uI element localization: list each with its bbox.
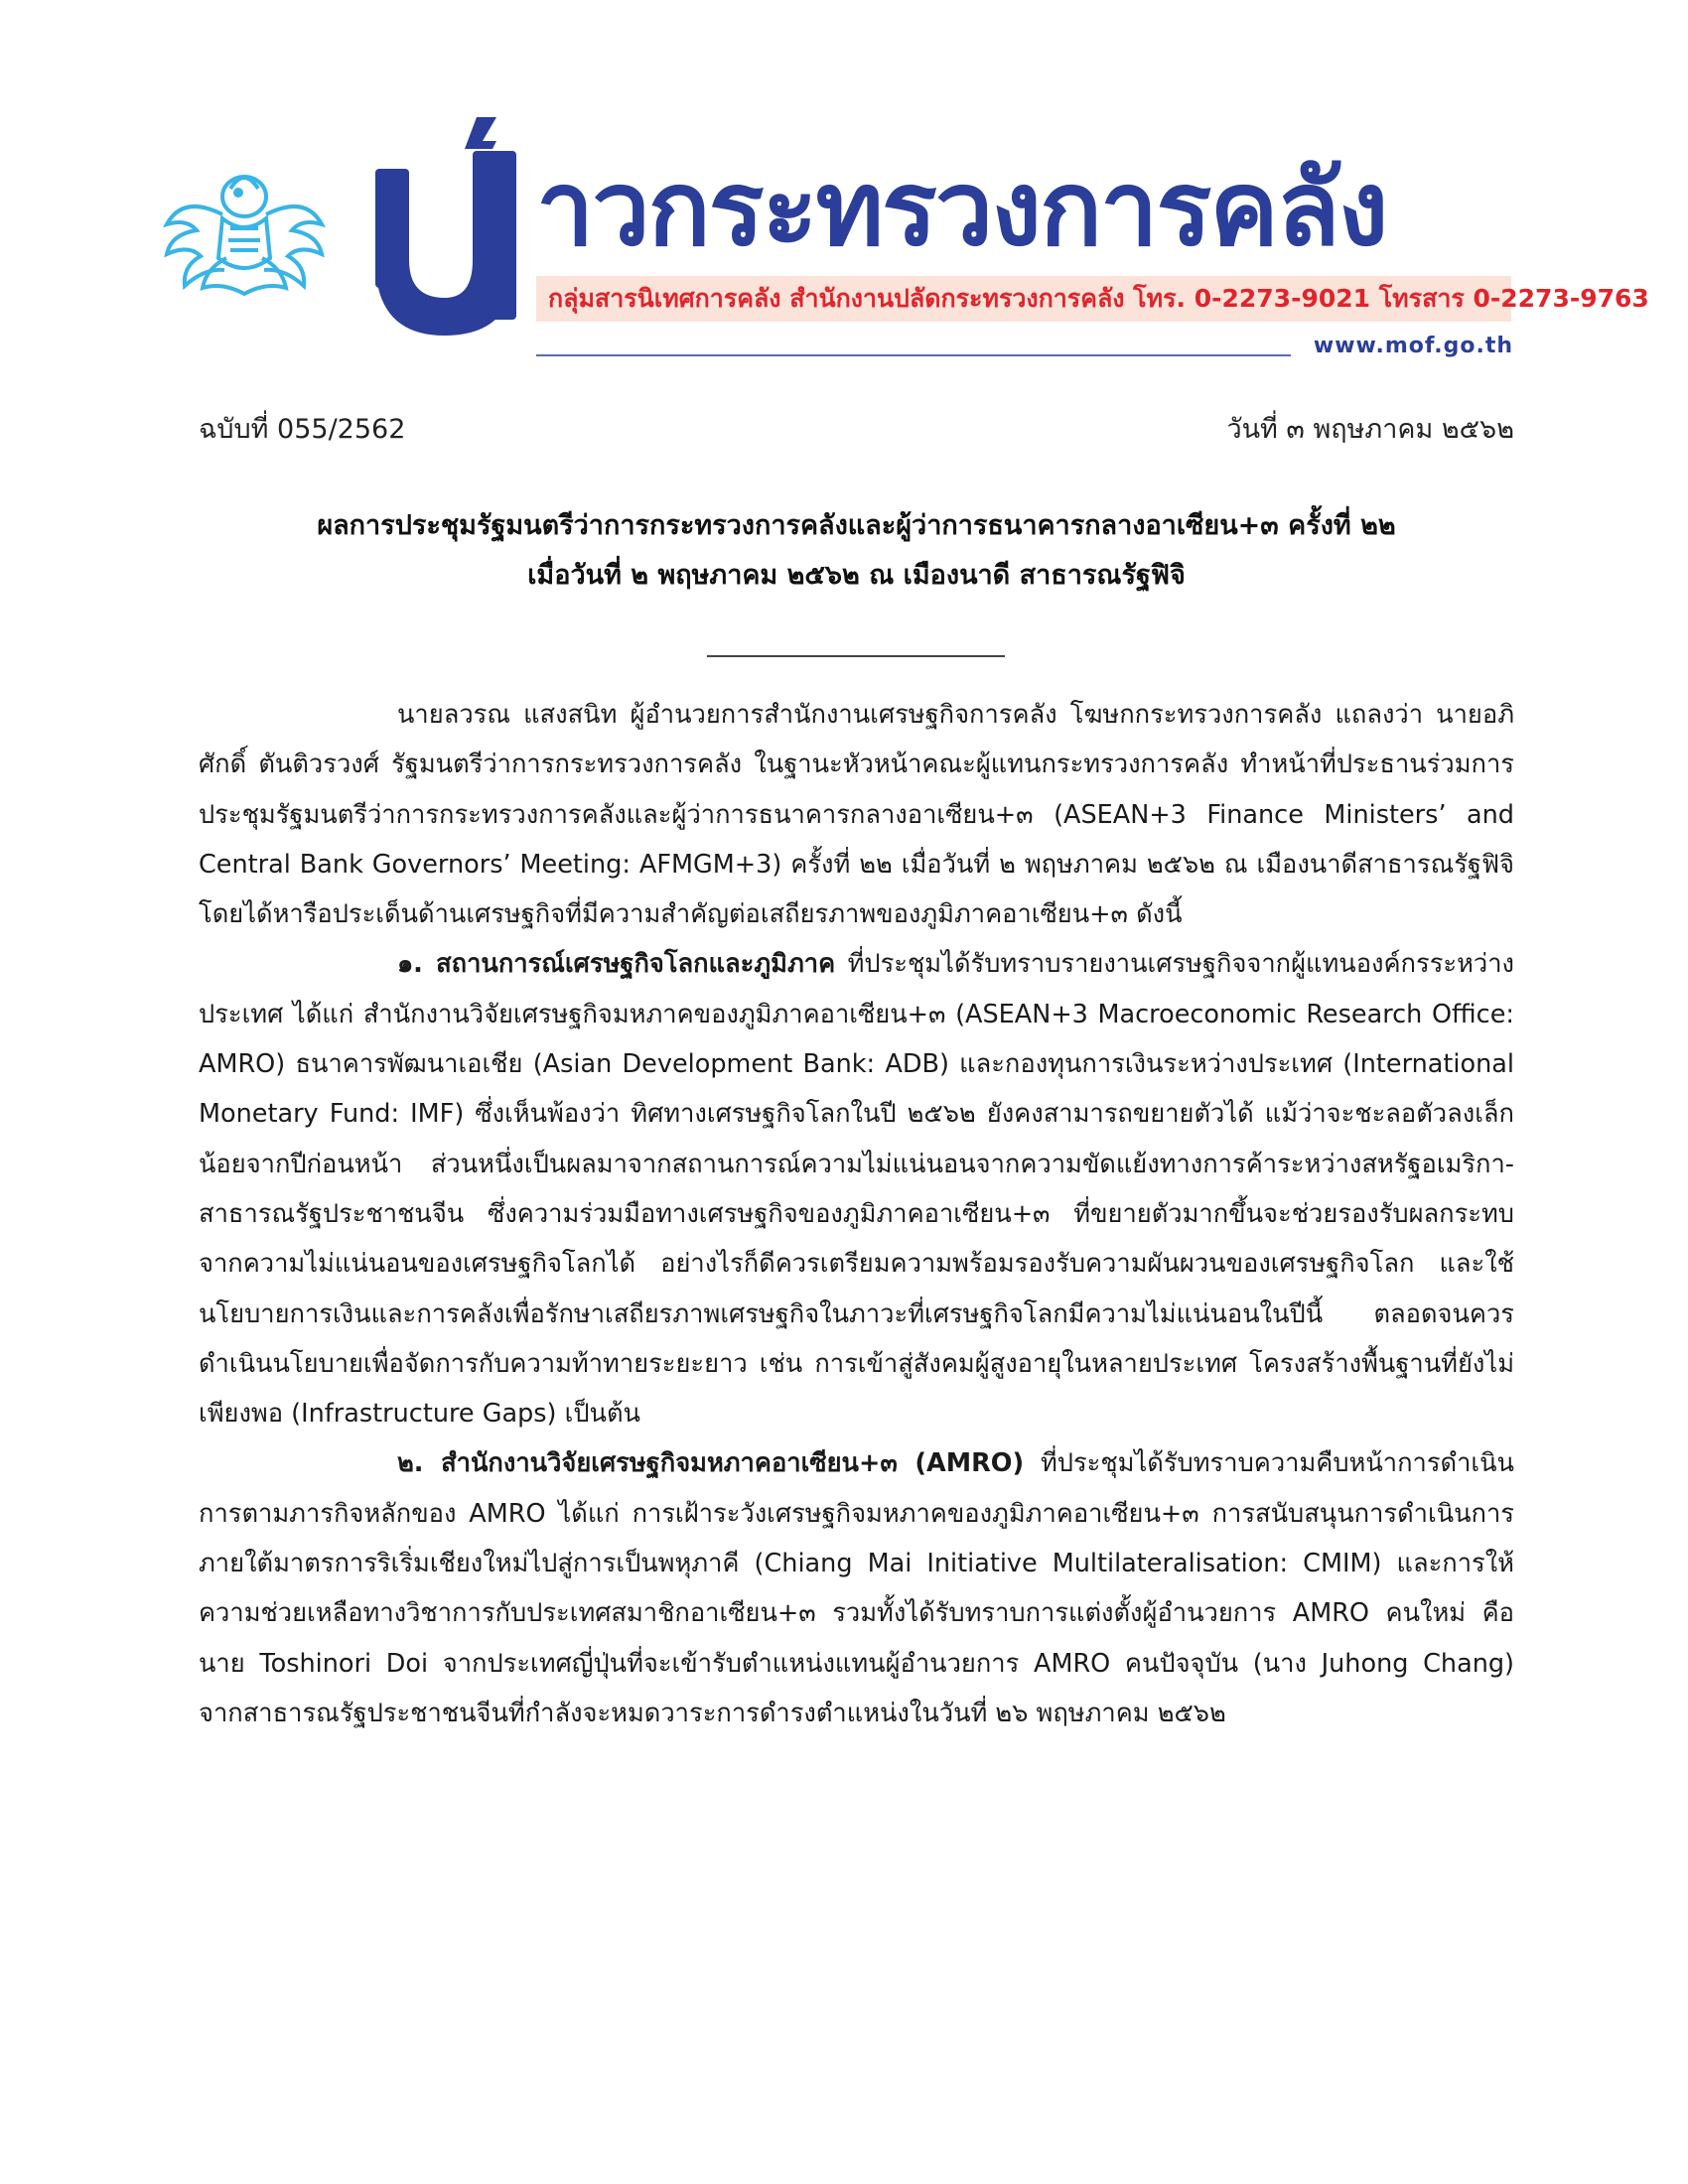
title-divider — [707, 655, 1005, 657]
title-line-1: ผลการประชุมรัฐมนตรีว่าการกระทรวงการคลังและผู้ว่าการธนาคารกลางอาเซียน+๓ ครั้งที่ ๒๒ — [317, 510, 1396, 541]
section-1-text: ที่ประชุมได้รับทราบรายงานเศรษฐกิจจากผู้แทนองค์กรระหว่างประเทศ ได้แก่ สำนักงานวิจัยเศรษฐกิจมหภาคของภูมิภาคอาเซียน+๓ (ASEAN+3 Macroeconomic Research Office: AMRO) ธนาคารพัฒนาเอเชีย (Asian Development Bank: ADB) และกองทุนการเงินระหว่างประเทศ (International Monetary Fund: IMF) ซึ่งเห็นพ้องว่า ทิศทางเศรษฐกิจโลกในปี ๒๕๖๒ ยังคงสามารถขยายตัวได้ แม้ว่าจะชะลอตัวลงเล็กน้อยจากปีก่อนหน้า ส่วนหนึ่งเป็นผลมาจากสถานการณ์ความไม่แน่นอนจากความขัดแย้งทางการค้าระหว่างสหรัฐอเมริกา-สาธารณรัฐประชาชนจีน ซึ่งความร่วมมือทางเศรษฐกิจของภูมิภาคอาเซียน+๓ ที่ขยายตัวมากขึ้นจะช่วยรองรับผลกระทบจากความไม่แน่นอนของเศรษฐกิจโลกได้ อย่างไรก็ดีควรเตรียมความพร้อมรองรับความผันผวนของเศรษฐกิจโลก และใช้นโยบายการเงินและการคลังเพื่อรักษาเสถียรภาพเศรษฐกิจในภาวะที่เศรษฐกิจโลกมีความไม่แน่นอนในปีนี้ ตลอดจนควรดำเนินนโยบายเพื่อจัดการกับความท้าทายระยะยาว เช่น การเข้าสู่สังคมผู้สูงอายุในหลายประเทศ โครงสร้างพื้นฐานที่ยังไม่เพียงพอ (Infrastructure Gaps) เป็นต้น — [199, 949, 1514, 1430]
document-body — [199, 690, 1514, 1738]
masthead-logo-mark — [375, 111, 534, 349]
section-2-paragraph — [199, 1438, 1514, 1738]
issue-date: วันที่ ๓ พฤษภาคม ๒๕๖๒ — [1226, 414, 1514, 445]
masthead — [0, 0, 1688, 377]
masthead-title: าวกระทรวงการคลัง — [536, 148, 1387, 269]
section-2-heading: ๒. สำนักงานวิจัยเศรษฐกิจมหภาคอาเซียน+๓ (AMRO) — [397, 1448, 1025, 1479]
document-title — [199, 501, 1514, 601]
header-rule — [536, 354, 1291, 356]
contact-bar: กลุ่มสารนิเทศการคลัง สำนักงานปลัดกระทรวงการคลัง โทร. 0-2273-9021 โทรสาร 0-2273-9763 — [536, 276, 1511, 322]
intro-paragraph: นายลวรณ แสงสนิท ผู้อำนวยการสำนักงานเศรษฐกิจการคลัง โฆษกกระทรวงการคลัง แถลงว่า นายอภิศักดิ์ ตันติวรวงศ์ รัฐมนตรีว่าการกระทรวงการคลัง ในฐานะหัวหน้าคณะผู้แทนกระทรวงการคลัง ทำหน้าที่ประธานร่วมการประชุมรัฐมนตรีว่าการกระทรวงการคลังและผู้ว่าการธนาคารกลางอาเซียน+๓ (ASEAN+3 Finance Ministers’ and Central Bank Governors’ Meeting: AFMGM+3) ครั้งที่ ๒๒ เมื่อวันที่ ๒ พฤษภาคม ๒๕๖๒ ณ เมืองนาดีสาธารณรัฐฟิจิ โดยได้หารือประเด็นด้านเศรษฐกิจที่มีความสำคัญต่อเสถียรภาพของภูมิภาคอาเซียน+๓ ดังนี้ — [199, 700, 1514, 930]
section-1-paragraph — [199, 939, 1514, 1438]
garuda-emblem-icon — [161, 159, 328, 308]
issue-number: ฉบับที่ 055/2562 — [199, 414, 406, 445]
section-1-heading: ๑. สถานการณ์เศรษฐกิจโลกและภูมิภาค — [397, 949, 836, 980]
section-2-text: ที่ประชุมได้รับทราบความคืบหน้าการดำเนินการตามภารกิจหลักของ AMRO ได้แก่ การเฝ้าระวังเศรษฐกิจมหภาคของภูมิภาคอาเซียน+๓ การสนับสนุนการดำเนินการภายใต้มาตรการริเริ่มเชียงใหม่ไปสู่การเป็นพหุภาคี (Chiang Mai Initiative Multilateralisation: CMIM) และการให้ความช่วยเหลือทางวิชาการกับประเทศสมาชิกอาเซียน+๓ รวมทั้งได้รับทราบการแต่งตั้งผู้อำนวยการ AMRO คนใหม่ คือ นาย Toshinori Doi จากประเทศญี่ปุ่นที่จะเข้ารับตำแหน่งแทนผู้อำนวยการ AMRO คนปัจจุบัน (นาง Juhong Chang) จากสาธารณรัฐประชาชนจีนที่กำลังจะหมดวาระการดำรงตำแหน่งในวันที่ ๒๖ พฤษภาคม ๒๕๖๒ — [199, 1448, 1514, 1728]
website-link[interactable]: www.mof.go.th — [1313, 334, 1513, 358]
title-line-2: เมื่อวันที่ ๒ พฤษภาคม ๒๕๖๒ ณ เมืองนาดี สาธารณรัฐฟิจิ — [527, 560, 1186, 591]
